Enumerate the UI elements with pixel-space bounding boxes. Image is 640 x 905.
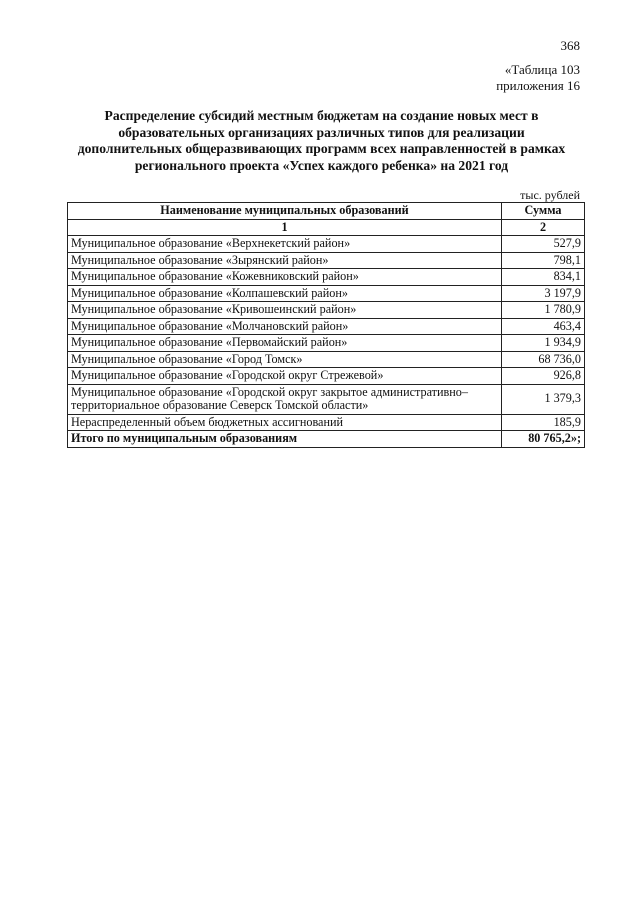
table-row	[68, 269, 585, 286]
total-name: Итого по муниципальным образованиям	[68, 431, 502, 448]
table-row	[68, 335, 585, 352]
table-row	[68, 285, 585, 302]
row-name: Муниципальное образование «Городской округ Стрежевой»	[68, 368, 502, 385]
row-name: Муниципальное образование «Зырянский район»	[68, 252, 502, 269]
table-row	[68, 351, 585, 368]
header-name: Наименование муниципальных образований	[68, 203, 502, 220]
table-row	[68, 368, 585, 385]
row-name: Муниципальное образование «Колпашевский район»	[68, 285, 502, 302]
table-header-row	[68, 203, 585, 220]
row-sum: 926,8	[502, 368, 585, 385]
title-line-4: регионального проекта «Успех каждого ребенка» на 2021 год	[134, 157, 509, 173]
table-row	[68, 236, 585, 253]
title-line-3: дополнительных общеразвивающих программ всех направленностей в рамках	[77, 141, 566, 156]
total-sum: 80 765,2»;	[502, 431, 585, 448]
row-sum: 1 379,3	[502, 384, 585, 414]
subsidy-table	[67, 202, 585, 448]
row-name: Муниципальное образование «Первомайский район»	[68, 335, 502, 352]
index-col-2: 2	[502, 219, 585, 236]
table-row	[68, 318, 585, 335]
row-name: Муниципальное образование «Кривошеинский район»	[68, 302, 502, 319]
row-sum: 834,1	[502, 269, 585, 286]
document-title	[60, 108, 583, 174]
row-sum: 185,9	[502, 414, 585, 431]
row-name: Муниципальное образование «Город Томск»	[68, 351, 502, 368]
row-name: Муниципальное образование «Кожевниковский район»	[68, 269, 502, 286]
row-name: Муниципальное образование «Молчановский район»	[68, 318, 502, 335]
row-name: Муниципальное образование «Верхнекетский район»	[68, 236, 502, 253]
row-sum: 527,9	[502, 236, 585, 253]
table-row	[68, 414, 585, 431]
table-reference-line-2: приложения 16	[496, 78, 580, 93]
header-sum: Сумма	[502, 203, 585, 220]
row-sum: 1 934,9	[502, 335, 585, 352]
row-sum: 463,4	[502, 318, 585, 335]
index-row	[68, 219, 585, 236]
units-label: тыс. рублей	[520, 188, 580, 202]
row-sum: 798,1	[502, 252, 585, 269]
table-row	[68, 252, 585, 269]
total-row	[68, 431, 585, 448]
page-number: 368	[560, 38, 580, 53]
row-sum: 68 736,0	[502, 351, 585, 368]
title-line-2: образовательных организациях различных типов для реализации	[118, 124, 525, 140]
row-name: Муниципальное образование «Городской округ закрытое административно–территориальное образование Северск Томской области»	[68, 384, 502, 414]
table-reference-line-1: «Таблица 103	[504, 62, 580, 77]
table-row	[68, 384, 585, 414]
table-reference	[496, 62, 580, 94]
row-name: Нераспределенный объем бюджетных ассигнований	[68, 414, 502, 431]
title-line-1: Распределение субсидий местным бюджетам на создание новых мест в	[104, 108, 539, 123]
index-col-1: 1	[68, 219, 502, 236]
table-row	[68, 302, 585, 319]
row-sum: 3 197,9	[502, 285, 585, 302]
row-sum: 1 780,9	[502, 302, 585, 319]
